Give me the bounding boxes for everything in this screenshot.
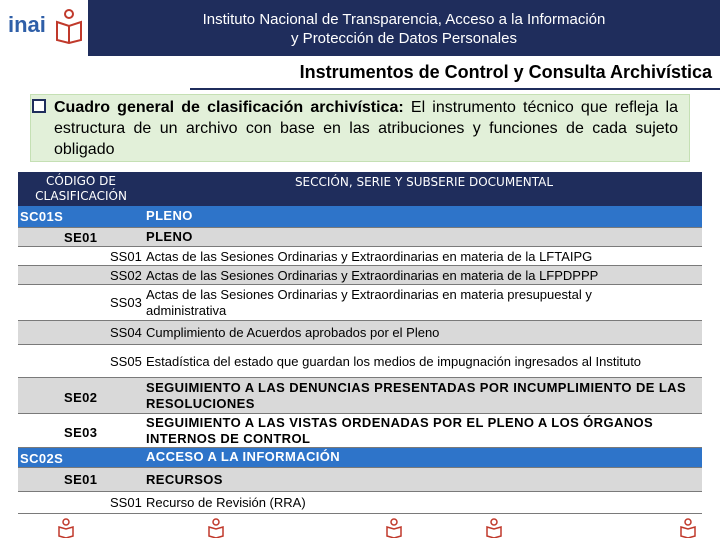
table-row: [18, 206, 702, 228]
section-title: Instrumentos de Control y Consulta Archivística: [299, 62, 712, 82]
column-header-code: [22, 174, 140, 204]
table-row: [18, 378, 702, 414]
row-description: SEGUIMIENTO A LAS VISTAS ORDENADAS POR EL PLENO A LOS ÓRGANOS INTERNOS DE CONTROL: [146, 415, 654, 446]
logo-text: inai: [8, 12, 46, 37]
row-description: Actas de las Sesiones Ordinarias y Extraordinarias en materia de la LFTAIPG: [146, 249, 593, 264]
row-code: SS04: [110, 325, 142, 340]
table-row: [18, 247, 702, 266]
row-description: SEGUIMIENTO A LAS DENUNCIAS PRESENTADAS POR INCUMPLIMIENTO DE LAS RESOLUCIONES: [146, 380, 687, 411]
table-row: [18, 321, 702, 345]
row-description: Actas de las Sesiones Ordinarias y Extraordinarias en materia de la LFPDPPP: [146, 268, 599, 283]
table-row: [18, 414, 702, 448]
book-figure-icon: [680, 518, 696, 538]
institution-title-line1: Instituto Nacional de Transparencia, Acceso a la Información: [202, 11, 606, 28]
inai-logo: [4, 4, 86, 52]
table-row: [18, 492, 702, 514]
checkbox-bullet-icon: [32, 99, 46, 113]
row-description: PLENO: [146, 229, 193, 244]
institution-title: [88, 10, 720, 48]
row-code: SC01S: [20, 209, 64, 224]
row-code: SS03: [110, 295, 142, 310]
book-figure-icon: [208, 518, 224, 538]
row-description: RECURSOS: [146, 472, 223, 487]
definition-term: Cuadro general de clasificación archivística:: [54, 99, 404, 116]
table-row: [18, 228, 702, 247]
row-description: PLENO: [146, 208, 193, 223]
section-title-underline: [190, 88, 720, 90]
definition-body: El instrumento técnico que refleja la estructura de un archivo con base en las atribuciones y funciones de cada sujeto obligado: [54, 99, 679, 158]
row-code: SE02: [64, 390, 98, 405]
row-code: SE01: [64, 230, 98, 245]
row-code: SS02: [110, 268, 142, 283]
table-row: [18, 285, 702, 321]
table-row: [18, 448, 702, 468]
book-figure-icon: [58, 518, 74, 538]
institution-title-line2: y Protección de Datos Personales: [291, 30, 517, 47]
table-row: [18, 266, 702, 285]
row-code: SE03: [64, 425, 98, 440]
table-row: [18, 468, 702, 492]
footer-strip: [0, 516, 720, 540]
book-figure-icon: [54, 8, 84, 44]
column-header-code-line1: CÓDIGO DE: [46, 174, 116, 188]
row-description: Estadística del estado que guardan los medios de impugnación ingresados al Instituto: [146, 354, 642, 369]
row-description: Cumplimiento de Acuerdos aprobados por el Pleno: [146, 325, 440, 340]
row-code: SC02S: [20, 451, 64, 466]
book-figure-icon: [486, 518, 502, 538]
column-header-section: SECCIÓN, SERIE Y SUBSERIE DOCUMENTAL: [294, 175, 554, 189]
definition-text: [54, 97, 678, 160]
row-code: SE01: [64, 472, 98, 487]
book-figure-icon: [386, 518, 402, 538]
row-code: SS01: [110, 249, 142, 264]
row-description: ACCESO A LA INFORMACIÓN: [146, 449, 341, 464]
row-description: Actas de las Sesiones Ordinarias y Extraordinarias en materia presupuestal y administrativa: [146, 287, 592, 318]
row-code: SS01: [110, 495, 142, 510]
column-header-code-line2: CLASIFICACIÓN: [35, 189, 127, 203]
row-code: SS05: [110, 354, 142, 369]
table-row: [18, 345, 702, 378]
row-description: Recurso de Revisión (RRA): [146, 495, 306, 510]
